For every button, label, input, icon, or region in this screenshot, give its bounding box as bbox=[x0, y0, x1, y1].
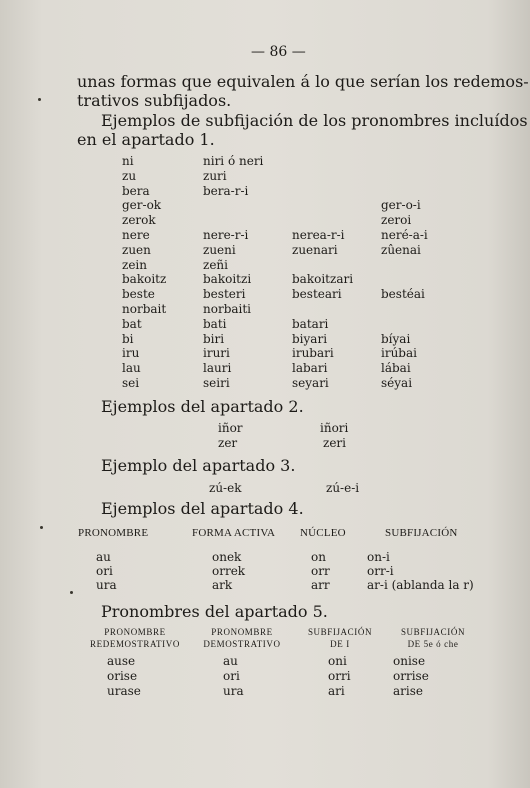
column-header: SUBFIJACIÓN bbox=[400, 627, 466, 637]
table-cell: onise bbox=[393, 654, 426, 668]
table-cell: besteari bbox=[292, 287, 342, 302]
column-header: NÚCLEO bbox=[300, 527, 346, 539]
column-header: PRONOMBRE bbox=[78, 527, 149, 539]
column-header: SUBFIJACIÓN bbox=[385, 527, 458, 539]
table-cell: ari bbox=[328, 684, 345, 698]
table-cell: orri bbox=[328, 669, 351, 683]
table-cell: niri ó neri bbox=[203, 154, 264, 168]
table-cell: zuen bbox=[122, 242, 151, 257]
column-header: REDEMOSTRATIVO bbox=[90, 639, 180, 649]
table-cell: ori bbox=[96, 564, 113, 578]
table-cell: bera bbox=[122, 183, 150, 198]
section-3-heading: Ejemplo del apartado 3. bbox=[101, 456, 296, 475]
table-cell: nerea-r-i bbox=[292, 228, 345, 242]
table-cell: zerok bbox=[122, 213, 156, 228]
intro-line: trativos subfijados. bbox=[77, 91, 232, 110]
ink-speck bbox=[38, 98, 41, 101]
table-cell: ar-i (ablanda la r) bbox=[367, 578, 474, 592]
table-cell: orrise bbox=[393, 669, 429, 683]
table-cell: zuenari bbox=[292, 242, 338, 257]
table-cell: orr-i bbox=[367, 564, 394, 578]
table-cell: ura bbox=[96, 578, 117, 592]
table-cell: orise bbox=[107, 669, 138, 683]
table-cell: zú-e-i bbox=[326, 481, 360, 495]
intro-line: unas formas que equivalen á lo que serían los redemos- bbox=[77, 72, 529, 91]
section-1-heading: en el apartado 1. bbox=[77, 130, 215, 149]
column-header: DEMOSTRATIVO bbox=[203, 639, 281, 649]
table-cell: orr bbox=[311, 564, 330, 578]
table-cell: ori bbox=[223, 669, 240, 683]
table-cell: zeroi bbox=[381, 213, 412, 228]
table-cell: iñori bbox=[320, 421, 349, 435]
table-cell: ger-o-i bbox=[381, 198, 421, 213]
table-cell: ark bbox=[212, 578, 233, 592]
table-cell: bestéai bbox=[381, 287, 425, 302]
table-cell: bi bbox=[122, 331, 134, 346]
ink-speck bbox=[70, 591, 73, 594]
section-1-heading: Ejemplos de subfijación de los pronombres incluídos bbox=[101, 111, 528, 130]
table-cell: lauri bbox=[203, 361, 232, 376]
table-cell: lau bbox=[122, 361, 141, 376]
table-cell: biri bbox=[203, 331, 225, 346]
column-header: SUBFIJACIÓN bbox=[307, 627, 373, 637]
section-4-heading: Ejemplos del apartado 4. bbox=[101, 499, 304, 518]
table-cell: seyari bbox=[292, 376, 329, 390]
table-cell: labari bbox=[292, 361, 328, 376]
table-cell: oni bbox=[328, 654, 347, 668]
table-cell: arr bbox=[311, 578, 330, 592]
column-header: PRONOMBRE bbox=[211, 627, 273, 637]
section-2-heading: Ejemplos del apartado 2. bbox=[101, 397, 304, 416]
table-cell: urase bbox=[107, 684, 141, 698]
table-cell: au bbox=[96, 550, 111, 564]
table-cell: sei bbox=[122, 376, 140, 390]
page-number: — 86 — bbox=[251, 44, 306, 60]
table-cell: zeri bbox=[323, 436, 346, 450]
table-cell: bera-r-i bbox=[203, 183, 249, 198]
table-cell: zeñi bbox=[203, 257, 228, 272]
table-cell: ni bbox=[122, 154, 134, 168]
table-cell: bat bbox=[122, 316, 142, 331]
table-cell: irubari bbox=[292, 346, 334, 361]
table-cell: zueni bbox=[203, 242, 236, 257]
table-cell: nere-r-i bbox=[203, 228, 249, 242]
table-cell: séyai bbox=[381, 376, 413, 390]
table-cell: onek bbox=[212, 550, 242, 564]
table-cell: ger-ok bbox=[122, 198, 162, 213]
table-cell: zú-ek bbox=[209, 481, 242, 495]
table-cell: neré-a-i bbox=[381, 228, 428, 242]
table-cell: iru bbox=[122, 346, 140, 361]
ink-speck bbox=[40, 526, 43, 529]
table-cell: biyari bbox=[292, 331, 328, 346]
table-cell: zu bbox=[122, 168, 137, 183]
table-cell: besteri bbox=[203, 287, 246, 302]
table-cell: zer bbox=[218, 436, 238, 450]
table-cell: irúbai bbox=[381, 346, 417, 361]
column-header: FORMA ACTIVA bbox=[192, 527, 276, 539]
table-cell: iruri bbox=[203, 346, 230, 361]
table-cell: norbait bbox=[122, 302, 167, 316]
table-cell: bíyai bbox=[381, 331, 411, 346]
table-cell: iñor bbox=[218, 421, 243, 435]
table-cell: ura bbox=[223, 684, 244, 698]
table-cell: on bbox=[311, 550, 326, 564]
table-cell: on-i bbox=[367, 550, 390, 564]
table-cell: bati bbox=[203, 316, 227, 331]
table-cell: bakoitzi bbox=[203, 272, 252, 287]
column-header: DE I bbox=[330, 639, 350, 649]
table-cell: batari bbox=[292, 316, 329, 331]
table-cell: zein bbox=[122, 257, 147, 272]
table-cell: bakoitzari bbox=[292, 272, 354, 287]
section-5-heading: Pronombres del apartado 5. bbox=[101, 602, 328, 621]
table-cell: zuri bbox=[203, 168, 227, 183]
column-header: PRONOMBRE bbox=[104, 627, 166, 637]
column-header: DE 5e ó che bbox=[407, 639, 459, 649]
table-cell: zûenai bbox=[381, 242, 421, 257]
table-cell: orrek bbox=[212, 564, 246, 578]
table-cell: lábai bbox=[381, 361, 411, 376]
table-cell: ause bbox=[107, 654, 136, 668]
table-cell: beste bbox=[122, 287, 155, 302]
table-cell: bakoitz bbox=[122, 272, 167, 287]
table-cell: arise bbox=[393, 684, 423, 698]
table-cell: norbaiti bbox=[203, 302, 252, 316]
table-cell: nere bbox=[122, 228, 150, 242]
table-cell: au bbox=[223, 654, 238, 668]
table-cell: seiri bbox=[203, 376, 230, 390]
